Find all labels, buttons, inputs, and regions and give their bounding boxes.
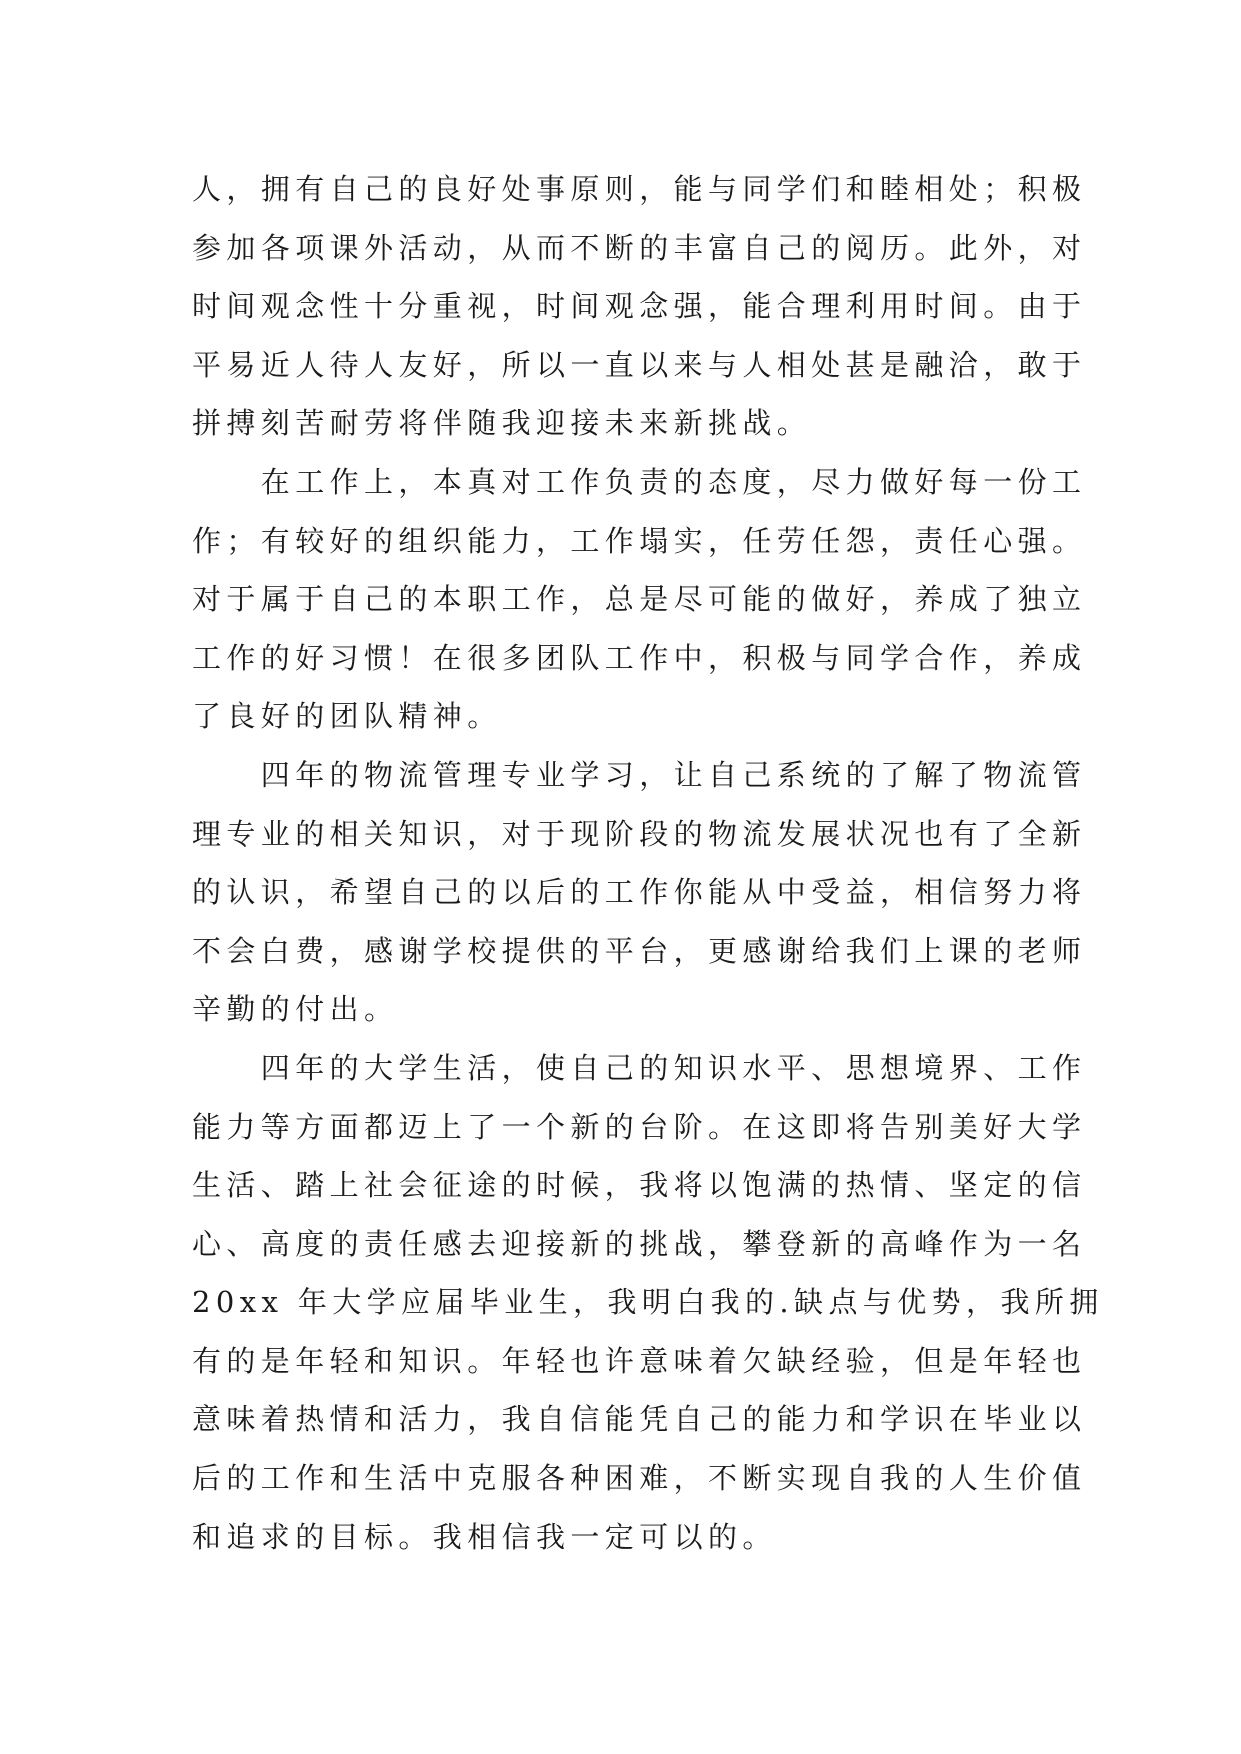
text-line: 在工作上，本真对工作负责的态度，尽力做好每一份工 <box>192 464 1087 499</box>
text-line: 四年的大学生活，使自己的知识水平、思想境界、工作 <box>192 1050 1087 1085</box>
text-line: 能力等方面都迈上了一个新的台阶。在这即将告别美好大学 <box>192 1109 1087 1144</box>
text-line: 生活、踏上社会征途的时候，我将以饱满的热情、坚定的信 <box>192 1168 1087 1203</box>
paragraph-conclusion <box>192 1039 1104 1566</box>
document-body <box>192 160 1104 1566</box>
text-line: 四年的物流管理专业学习，让自己系统的了解了物流管 <box>192 757 1087 792</box>
text-line: 平易近人待人友好，所以一直以来与人相处甚是融洽，敢于 <box>192 347 1087 382</box>
text-line: 和追求的目标。我相信我一定可以的。 <box>192 1519 777 1554</box>
text-line: 时间观念性十分重视，时间观念强，能合理利用时间。由于 <box>192 289 1087 324</box>
text-line: 有的是年轻和知识。年轻也许意味着欠缺经验，但是年轻也 <box>192 1343 1087 1378</box>
text-line: 辛勤的付出。 <box>192 992 399 1027</box>
text-line: 拼搏刻苦耐劳将伴随我迎接未来新挑战。 <box>192 406 812 441</box>
text-line: 的认识，希望自己的以后的工作你能从中受益，相信努力将 <box>192 875 1087 910</box>
text-line: 后的工作和生活中克服各种困难，不断实现自我的人生价值 <box>192 1461 1087 1496</box>
text-line: 对于属于自己的本职工作，总是尽可能的做好，养成了独立 <box>192 582 1087 617</box>
text-line: 了良好的团队精神。 <box>192 699 502 734</box>
text-line: 意味着热情和活力，我自信能凭自己的能力和学识在毕业以 <box>192 1402 1087 1437</box>
text-line: 20xx 年大学应届毕业生，我明白我的.缺点与优势，我所拥 <box>192 1285 1104 1320</box>
text-line: 工作的好习惯！在很多团队工作中，积极与同学合作，养成 <box>192 640 1087 675</box>
text-line: 参加各项课外活动，从而不断的丰富自己的阅历。此外，对 <box>192 230 1087 265</box>
paragraph-work <box>192 453 1087 746</box>
text-line: 作；有较好的组织能力，工作塌实，任劳任怨，责任心强。 <box>192 523 1087 558</box>
text-line: 理专业的相关知识，对于现阶段的物流发展状况也有了全新 <box>192 816 1087 851</box>
paragraph-study <box>192 746 1087 1039</box>
text-line: 人，拥有自己的良好处事原则，能与同学们和睦相处；积极 <box>192 172 1087 206</box>
text-line: 不会白费，感谢学校提供的平台，更感谢给我们上课的老师 <box>192 933 1087 968</box>
paragraph-personality <box>192 160 1087 453</box>
text-line: 心、高度的责任感去迎接新的挑战，攀登新的高峰作为一名 <box>192 1226 1087 1261</box>
